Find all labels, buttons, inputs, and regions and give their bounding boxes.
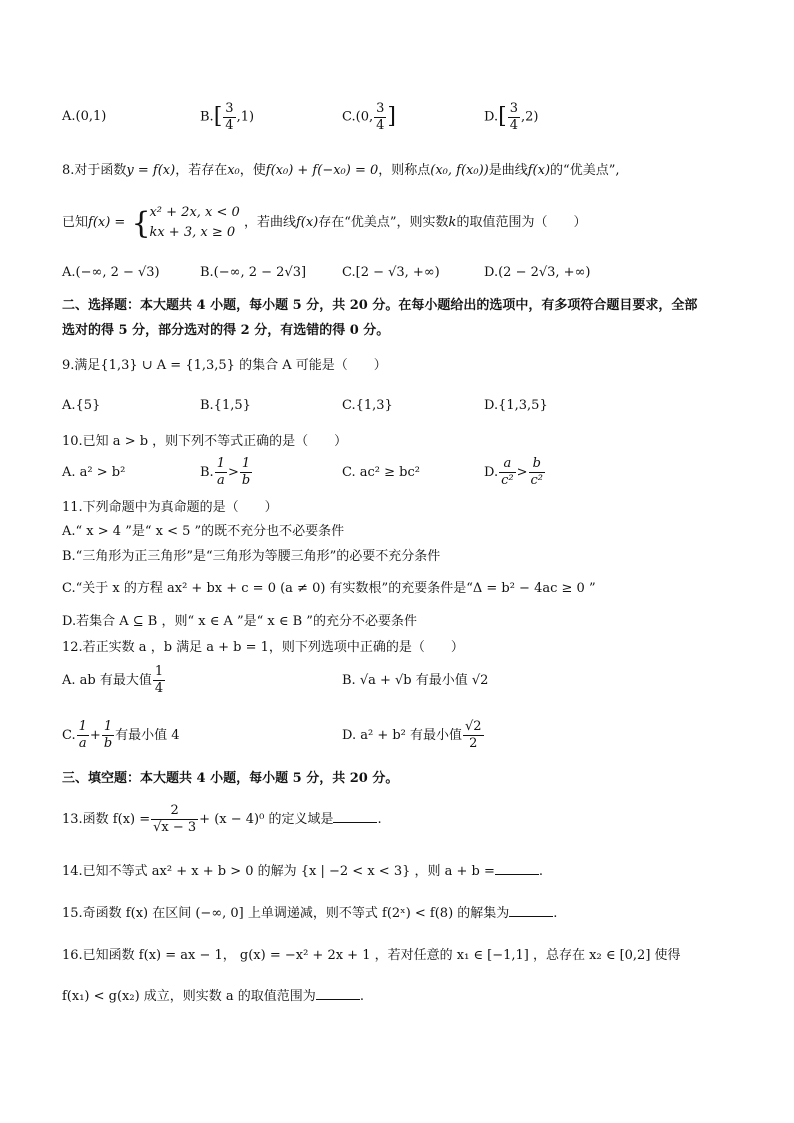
- q11-option-c: C.“关于 x 的方程 ax² + bx + c = 0 (a ≠ 0) 有实数根”的充要条件是“Δ = b² − 4ac ≥ 0 ”: [62, 581, 596, 596]
- fraction: $\frac{1}{b}$: [103, 719, 113, 751]
- fraction: $\frac{1}{b}$: [241, 456, 251, 488]
- q9-option-d: D.{1,3,5}: [484, 398, 548, 413]
- fraction: $\frac{b}{\text{c²}}$: [530, 456, 543, 488]
- q8-option-b: B.(−∞, 2 − 2√3]: [200, 265, 307, 280]
- q10-option-c: C. ac² ≥ bc²: [342, 465, 420, 480]
- q10-option-b: B. $\frac{1}{a}$ > $\frac{1}{b}$: [200, 456, 251, 488]
- q8-stem-line2: 已知f(x) = { x² + 2x, x < 0 kx + 3, x ≥ 0 ，若曲线f(x)存在“优美点”，则实数k的取值范围为（ ）: [62, 202, 586, 244]
- fraction: $\frac{a}{\text{c²}}$: [501, 456, 514, 488]
- q11-option-d: D.若集合 A ⊆ B ，则“ x ∈ A ”是“ x ∈ B ”的充分不必要条件: [62, 614, 417, 629]
- q16-stem-line1: 16.已知函数 f(x) = ax − 1， g(x) = −x² + 2x + 1 ，若对任意的 x₁ ∈ [−1,1] ，总存在 x₂ ∈ [0,2] 使得: [62, 948, 681, 963]
- q10-option-d: D. $\frac{a}{\text{c²}}$ > $\frac{b}{\text{c²}}$: [484, 456, 543, 488]
- fraction: $\frac{2}{√x - 3}$: [153, 803, 197, 835]
- q7-option-d: D.[ $\frac{3}{4}$ ,2): [484, 100, 539, 133]
- fraction: $\frac{3}{4}$: [509, 100, 518, 133]
- answer-blank[interactable]: [495, 862, 539, 875]
- answer-blank[interactable]: [333, 810, 377, 823]
- q7-option-c: C.(0, $\frac{3}{4}$ ]: [342, 100, 396, 133]
- piecewise-cases: { x² + 2x, x < 0 kx + 3, x ≥ 0: [143, 203, 239, 243]
- q11-option-b: B.“三角形为正三角形”是“三角形为等腰三角形”的必要不充分条件: [62, 549, 441, 564]
- q10-option-a: A. a² > b²: [62, 465, 126, 480]
- q9-stem: 9.满足{1,3} ∪ A = {1,3,5} 的集合 A 可能是（ ）: [62, 358, 387, 373]
- q8-option-d: D.(2 − 2√3, +∞): [484, 265, 591, 280]
- q12-option-b: B. √a + √b 有最小值 √2: [342, 673, 489, 688]
- fraction: $\frac{1}{a}$: [78, 719, 87, 751]
- section2-heading-line2: 选对的得 5 分，部分选对的得 2 分，有选错的得 0 分。: [62, 323, 390, 338]
- answer-blank[interactable]: [316, 987, 360, 1000]
- q9-option-c: C.{1,3}: [342, 398, 393, 413]
- q11-stem: 11.下列命题中为真命题的是（ ）: [62, 500, 278, 515]
- section2-heading-line1: 二、选择题：本大题共 4 小题，每小题 5 分，共 20 分。在每小题给出的选项中，有多项符合题目要求，全部: [62, 298, 698, 313]
- answer-blank[interactable]: [509, 904, 553, 917]
- fraction: $\frac{√2}{2}$: [465, 719, 482, 751]
- fraction: $\frac{1}{a}$: [216, 456, 225, 488]
- fraction: $\frac{1}{4}$: [154, 664, 164, 696]
- section3-heading: 三、填空题：本大题共 4 小题，每小题 5 分，共 20 分。: [62, 771, 399, 786]
- q16-stem-line2: f(x₁) < g(x₂) 成立，则实数 a 的取值范围为 .: [62, 989, 364, 1004]
- q8-stem-line1: 8.对于函数y = f(x)，若存在x₀，使f(x₀) + f(−x₀) = 0，则称点(x₀, f(x₀))是曲线f(x)的“优美点”,: [62, 163, 620, 178]
- q7-option-a: A.(0,1): [62, 109, 107, 124]
- q14-stem: 14.已知不等式 ax² + x + b > 0 的解为 {x | −2 < x < 3} ，则 a + b = .: [62, 864, 544, 879]
- q8-option-a: A.(−∞, 2 − √3): [62, 265, 160, 280]
- q12-stem: 12.若正实数 a ，b 满足 a + b = 1，则下列选项中正确的是（ ）: [62, 640, 464, 655]
- q8-option-c: C.[2 − √3, +∞): [342, 265, 440, 280]
- q9-option-b: B.{1,5}: [200, 398, 251, 413]
- q12-option-d: D. a² + b² 有最小值 $\frac{√2}{2}$: [342, 719, 482, 751]
- q12-option-c: C. $\frac{1}{a}$ + $\frac{1}{b}$ 有最小值 4: [62, 719, 180, 751]
- q12-option-a: A. ab 有最大值 $\frac{1}{4}$: [62, 664, 164, 696]
- q9-option-a: A.{5}: [62, 398, 101, 413]
- q13-stem: 13.函数 f(x) = $\frac{2}{√x - 3}$ + (x − 4)⁰ 的定义域是 .: [62, 803, 382, 835]
- q10-stem: 10.已知 a > b ，则下列不等式正确的是（ ）: [62, 434, 348, 449]
- q15-stem: 15.奇函数 f(x) 在区间 (−∞, 0] 上单调递减，则不等式 f(2ˣ) < f(8) 的解集为 .: [62, 906, 558, 921]
- q7-option-b: B.[ $\frac{3}{4}$ ,1): [200, 100, 255, 133]
- fraction: $\frac{3}{4}$: [376, 100, 385, 133]
- q11-option-a: A.“ x > 4 ”是“ x < 5 ”的既不充分也不必要条件: [62, 524, 345, 539]
- fraction: $\frac{3}{4}$: [225, 100, 234, 133]
